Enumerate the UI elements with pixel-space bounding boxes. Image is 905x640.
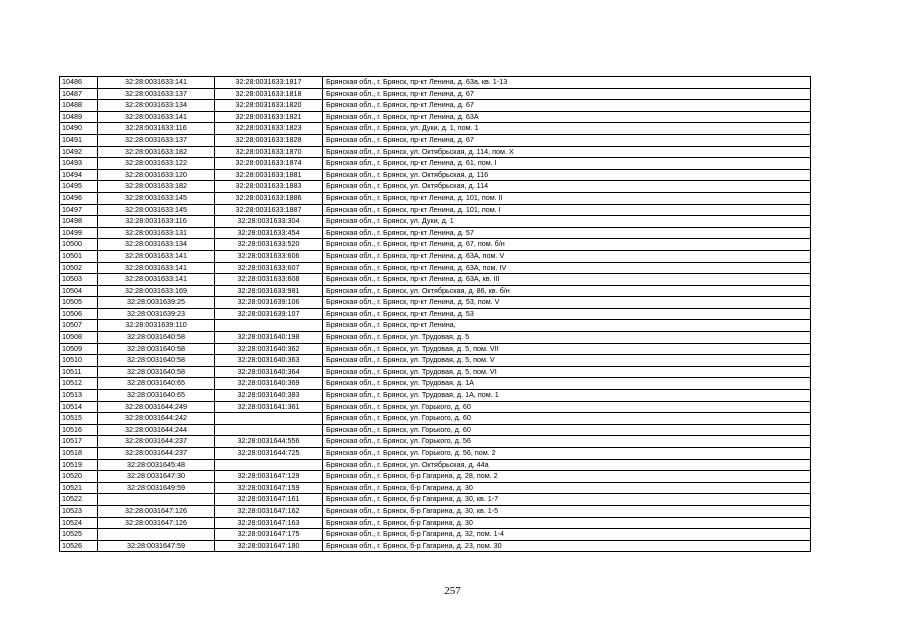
table-row: [60, 262, 811, 274]
address-cell: Брянская обл., г. Брянск, пр-кт Ленина, д. 53, пом. V: [323, 297, 811, 309]
address-cell: Брянская обл., г. Брянск, ул. Дуки, д. 1, пом. 1: [323, 123, 811, 135]
address-cell: Брянская обл., г. Брянск, ул. Октябрьская, д. 116: [323, 169, 811, 181]
address-cell: Брянская обл., г. Брянск, пр-кт Ленина, д. 67, пом. б/н: [323, 239, 811, 251]
table-row: [60, 308, 811, 320]
table-row: [60, 297, 811, 309]
parcel-cadastral-number-cell: 32:28:0031639:110: [98, 320, 215, 332]
parcel-cadastral-number-cell: 32:28:0031633:137: [98, 88, 215, 100]
building-cadastral-number-cell: 32:28:0031647:175: [215, 529, 323, 541]
row-number-cell: 10524: [60, 517, 98, 529]
parcel-cadastral-number-cell: 32:28:0031647:59: [98, 540, 215, 552]
row-number-cell: 10487: [60, 88, 98, 100]
registry-table: [59, 76, 811, 552]
address-cell: Брянская обл., г. Брянск, ул. Горького, д. 60: [323, 424, 811, 436]
parcel-cadastral-number-cell: 32:28:0031633:169: [98, 285, 215, 297]
parcel-cadastral-number-cell: 32:28:0031649:59: [98, 482, 215, 494]
row-number-cell: 10490: [60, 123, 98, 135]
building-cadastral-number-cell: 32:28:0031647:129: [215, 471, 323, 483]
table-row: [60, 459, 811, 471]
building-cadastral-number-cell: 32:28:0031633:1820: [215, 100, 323, 112]
parcel-cadastral-number-cell: 32:28:0031640:58: [98, 366, 215, 378]
parcel-cadastral-number-cell: 32:28:0031633:116: [98, 123, 215, 135]
address-cell: Брянская обл., г. Брянск, ул. Горького, д. 60: [323, 413, 811, 425]
address-cell: Брянская обл., г. Брянск, пр-кт Ленина, д. 67: [323, 134, 811, 146]
parcel-cadastral-number-cell: 32:28:0031647:126: [98, 517, 215, 529]
building-cadastral-number-cell: 32:28:0031633:981: [215, 285, 323, 297]
address-cell: Брянская обл., г. Брянск, ул. Октябрьская, д. 114: [323, 181, 811, 193]
building-cadastral-number-cell: [215, 459, 323, 471]
table-row: [60, 134, 811, 146]
row-number-cell: 10514: [60, 401, 98, 413]
address-cell: Брянская обл., г. Брянск, ул. Горького, д. 60: [323, 401, 811, 413]
parcel-cadastral-number-cell: 32:28:0031633:122: [98, 158, 215, 170]
building-cadastral-number-cell: 32:28:0031633:1828: [215, 134, 323, 146]
table-row: [60, 448, 811, 460]
table-row: [60, 471, 811, 483]
row-number-cell: 10489: [60, 111, 98, 123]
table-row: [60, 88, 811, 100]
table-row: [60, 100, 811, 112]
row-number-cell: 10513: [60, 390, 98, 402]
building-cadastral-number-cell: 32:28:0031640:363: [215, 355, 323, 367]
building-cadastral-number-cell: 32:28:0031647:163: [215, 517, 323, 529]
building-cadastral-number-cell: 32:28:0031633:607: [215, 262, 323, 274]
building-cadastral-number-cell: 32:28:0031639:107: [215, 308, 323, 320]
building-cadastral-number-cell: 32:28:0031633:304: [215, 216, 323, 228]
parcel-cadastral-number-cell: 32:28:0031647:30: [98, 471, 215, 483]
address-cell: Брянская обл., г. Брянск, ул. Горького, д. 56: [323, 436, 811, 448]
row-number-cell: 10498: [60, 216, 98, 228]
parcel-cadastral-number-cell: 32:28:0031645:48: [98, 459, 215, 471]
building-cadastral-number-cell: 32:28:0031640:383: [215, 390, 323, 402]
building-cadastral-number-cell: 32:28:0031647:161: [215, 494, 323, 506]
table-row: [60, 227, 811, 239]
table-row: [60, 77, 811, 89]
parcel-cadastral-number-cell: 32:28:0031633:182: [98, 181, 215, 193]
parcel-cadastral-number-cell: 32:28:0031640:65: [98, 390, 215, 402]
row-number-cell: 10500: [60, 239, 98, 251]
parcel-cadastral-number-cell: [98, 494, 215, 506]
building-cadastral-number-cell: 32:28:0031647:180: [215, 540, 323, 552]
address-cell: Брянская обл., г. Брянск, пр-кт Ленина, д. 63А: [323, 111, 811, 123]
row-number-cell: 10496: [60, 192, 98, 204]
parcel-cadastral-number-cell: 32:28:0031639:25: [98, 297, 215, 309]
row-number-cell: 10504: [60, 285, 98, 297]
parcel-cadastral-number-cell: 32:28:0031640:58: [98, 343, 215, 355]
parcel-cadastral-number-cell: 32:28:0031633:141: [98, 262, 215, 274]
table-row: [60, 204, 811, 216]
row-number-cell: 10517: [60, 436, 98, 448]
building-cadastral-number-cell: 32:28:0031633:1823: [215, 123, 323, 135]
address-cell: Брянская обл., г. Брянск, ул. Трудовая, д. 5, пом. VII: [323, 343, 811, 355]
address-cell: Брянская обл., г. Брянск, ул. Трудовая, д. 1А, пом. 1: [323, 390, 811, 402]
parcel-cadastral-number-cell: 32:28:0031633:182: [98, 146, 215, 158]
address-cell: Брянская обл., г. Брянск, пр-кт Ленина,: [323, 320, 811, 332]
parcel-cadastral-number-cell: 32:28:0031633:120: [98, 169, 215, 181]
address-cell: Брянская обл., г. Брянск, ул. Октябрьская, д. 114, пом. X: [323, 146, 811, 158]
parcel-cadastral-number-cell: 32:28:0031633:134: [98, 100, 215, 112]
parcel-cadastral-number-cell: 32:28:0031633:137: [98, 134, 215, 146]
table-row: [60, 250, 811, 262]
table-row: [60, 332, 811, 344]
parcel-cadastral-number-cell: 32:28:0031644:237: [98, 448, 215, 460]
parcel-cadastral-number-cell: 32:28:0031633:141: [98, 250, 215, 262]
address-cell: Брянская обл., г. Брянск, ул. Октябрьская, д. 86, кв. б/н: [323, 285, 811, 297]
building-cadastral-number-cell: 32:28:0031644:556: [215, 436, 323, 448]
building-cadastral-number-cell: 32:28:0031647:159: [215, 482, 323, 494]
table-row: [60, 436, 811, 448]
row-number-cell: 10519: [60, 459, 98, 471]
parcel-cadastral-number-cell: 32:28:0031644:244: [98, 424, 215, 436]
table-row: [60, 390, 811, 402]
table-row: [60, 111, 811, 123]
parcel-cadastral-number-cell: 32:28:0031647:126: [98, 505, 215, 517]
row-number-cell: 10523: [60, 505, 98, 517]
parcel-cadastral-number-cell: 32:28:0031644:249: [98, 401, 215, 413]
table-row: [60, 343, 811, 355]
building-cadastral-number-cell: 32:28:0031639:106: [215, 297, 323, 309]
address-cell: Брянская обл., г. Брянск, пр-кт Ленина, д. 101, пом. I: [323, 204, 811, 216]
table-row: [60, 146, 811, 158]
address-cell: Брянская обл., г. Брянск, б-р Гагарина, д. 28, пом. 2: [323, 471, 811, 483]
address-cell: Брянская обл., г. Брянск, ул. Трудовая, д. 1А: [323, 378, 811, 390]
address-cell: Брянская обл., г. Брянск, пр-кт Ленина, д. 61, пом. I: [323, 158, 811, 170]
building-cadastral-number-cell: 32:28:0031644:725: [215, 448, 323, 460]
address-cell: Брянская обл., г. Брянск, пр-кт Ленина, д. 53: [323, 308, 811, 320]
building-cadastral-number-cell: 32:28:0031633:1881: [215, 169, 323, 181]
row-number-cell: 10497: [60, 204, 98, 216]
row-number-cell: 10518: [60, 448, 98, 460]
table-row: [60, 378, 811, 390]
parcel-cadastral-number-cell: 32:28:0031633:141: [98, 274, 215, 286]
row-number-cell: 10505: [60, 297, 98, 309]
table-row: [60, 123, 811, 135]
address-cell: Брянская обл., г. Брянск, б-р Гагарина, д. 30: [323, 517, 811, 529]
parcel-cadastral-number-cell: 32:28:0031633:131: [98, 227, 215, 239]
row-number-cell: 10520: [60, 471, 98, 483]
row-number-cell: 10494: [60, 169, 98, 181]
row-number-cell: 10488: [60, 100, 98, 112]
row-number-cell: 10516: [60, 424, 98, 436]
row-number-cell: 10511: [60, 366, 98, 378]
table-row: [60, 239, 811, 251]
table-row: [60, 355, 811, 367]
row-number-cell: 10492: [60, 146, 98, 158]
building-cadastral-number-cell: 32:28:0031633:520: [215, 239, 323, 251]
row-number-cell: 10501: [60, 250, 98, 262]
row-number-cell: 10493: [60, 158, 98, 170]
building-cadastral-number-cell: 32:28:0031640:369: [215, 378, 323, 390]
building-cadastral-number-cell: 32:28:0031633:1883: [215, 181, 323, 193]
parcel-cadastral-number-cell: 32:28:0031640:58: [98, 332, 215, 344]
parcel-cadastral-number-cell: 32:28:0031633:145: [98, 192, 215, 204]
building-cadastral-number-cell: 32:28:0031633:1886: [215, 192, 323, 204]
row-number-cell: 10522: [60, 494, 98, 506]
row-number-cell: 10515: [60, 413, 98, 425]
address-cell: Брянская обл., г. Брянск, ул. Октябрьская, д. 44а: [323, 459, 811, 471]
address-cell: Брянская обл., г. Брянск, ул. Дуки, д. 1: [323, 216, 811, 228]
parcel-cadastral-number-cell: 32:28:0031633:134: [98, 239, 215, 251]
table-row: [60, 424, 811, 436]
table-row: [60, 529, 811, 541]
building-cadastral-number-cell: 32:28:0031640:198: [215, 332, 323, 344]
address-cell: Брянская обл., г. Брянск, ул. Трудовая, д. 5: [323, 332, 811, 344]
address-cell: Брянская обл., г. Брянск, пр-кт Ленина, д. 67: [323, 100, 811, 112]
parcel-cadastral-number-cell: 32:28:0031633:116: [98, 216, 215, 228]
table-row: [60, 216, 811, 228]
row-number-cell: 10525: [60, 529, 98, 541]
building-cadastral-number-cell: 32:28:0031640:362: [215, 343, 323, 355]
address-cell: Брянская обл., г. Брянск, пр-кт Ленина, д. 63А, кв. III: [323, 274, 811, 286]
table-row: [60, 274, 811, 286]
row-number-cell: 10512: [60, 378, 98, 390]
building-cadastral-number-cell: 32:28:0031633:1818: [215, 88, 323, 100]
row-number-cell: 10509: [60, 343, 98, 355]
building-cadastral-number-cell: 32:28:0031633:606: [215, 250, 323, 262]
row-number-cell: 10499: [60, 227, 98, 239]
building-cadastral-number-cell: [215, 424, 323, 436]
address-cell: Брянская обл., г. Брянск, пр-кт Ленина, д. 63а, кв. 1-13: [323, 77, 811, 89]
address-cell: Брянская обл., г. Брянск, пр-кт Ленина, д. 57: [323, 227, 811, 239]
building-cadastral-number-cell: 32:28:0031647:162: [215, 505, 323, 517]
row-number-cell: 10503: [60, 274, 98, 286]
building-cadastral-number-cell: 32:28:0031633:1874: [215, 158, 323, 170]
table-row: [60, 366, 811, 378]
address-cell: Брянская обл., г. Брянск, б-р Гагарина, д. 32, пом. 1-4: [323, 529, 811, 541]
address-cell: Брянская обл., г. Брянск, ул. Трудовая, д. 5, пом. VI: [323, 366, 811, 378]
building-cadastral-number-cell: 32:28:0031641:361: [215, 401, 323, 413]
parcel-cadastral-number-cell: 32:28:0031640:58: [98, 355, 215, 367]
parcel-cadastral-number-cell: 32:28:0031633:141: [98, 77, 215, 89]
parcel-cadastral-number-cell: 32:28:0031640:65: [98, 378, 215, 390]
address-cell: Брянская обл., г. Брянск, ул. Горького, д. 56, пом. 2: [323, 448, 811, 460]
row-number-cell: 10495: [60, 181, 98, 193]
table-row: [60, 320, 811, 332]
row-number-cell: 10502: [60, 262, 98, 274]
table-row: [60, 181, 811, 193]
table-row: [60, 285, 811, 297]
address-cell: Брянская обл., г. Брянск, пр-кт Ленина, д. 63А, пом. V: [323, 250, 811, 262]
table-row: [60, 192, 811, 204]
address-cell: Брянская обл., г. Брянск, б-р Гагарина, д. 30, кв. 1-5: [323, 505, 811, 517]
building-cadastral-number-cell: 32:28:0031633:1821: [215, 111, 323, 123]
parcel-cadastral-number-cell: 32:28:0031644:242: [98, 413, 215, 425]
row-number-cell: 10506: [60, 308, 98, 320]
building-cadastral-number-cell: 32:28:0031633:1870: [215, 146, 323, 158]
row-number-cell: 10526: [60, 540, 98, 552]
building-cadastral-number-cell: 32:28:0031633:1817: [215, 77, 323, 89]
address-cell: Брянская обл., г. Брянск, пр-кт Ленина, д. 101, пом. II: [323, 192, 811, 204]
table-row: [60, 401, 811, 413]
address-cell: Брянская обл., г. Брянск, пр-кт Ленина, д. 67: [323, 88, 811, 100]
table-row: [60, 482, 811, 494]
row-number-cell: 10486: [60, 77, 98, 89]
page-number: 257: [444, 585, 461, 597]
building-cadastral-number-cell: 32:28:0031640:364: [215, 366, 323, 378]
table-row: [60, 540, 811, 552]
parcel-cadastral-number-cell: 32:28:0031633:145: [98, 204, 215, 216]
building-cadastral-number-cell: [215, 413, 323, 425]
address-cell: Брянская обл., г. Брянск, б-р Гагарина, д. 23, пом. 30: [323, 540, 811, 552]
table-row: [60, 494, 811, 506]
parcel-cadastral-number-cell: 32:28:0031644:237: [98, 436, 215, 448]
address-cell: Брянская обл., г. Брянск, б-р Гагарина, д. 30: [323, 482, 811, 494]
table-row: [60, 505, 811, 517]
row-number-cell: 10508: [60, 332, 98, 344]
address-cell: Брянская обл., г. Брянск, б-р Гагарина, д. 30, кв. 1-7: [323, 494, 811, 506]
parcel-cadastral-number-cell: [98, 529, 215, 541]
address-cell: Брянская обл., г. Брянск, ул. Трудовая, д. 5, пом. V: [323, 355, 811, 367]
row-number-cell: 10510: [60, 355, 98, 367]
parcel-cadastral-number-cell: 32:28:0031633:141: [98, 111, 215, 123]
row-number-cell: 10521: [60, 482, 98, 494]
parcel-cadastral-number-cell: 32:28:0031639:23: [98, 308, 215, 320]
address-cell: Брянская обл., г. Брянск, пр-кт Ленина, д. 63А, пом. IV: [323, 262, 811, 274]
row-number-cell: 10507: [60, 320, 98, 332]
building-cadastral-number-cell: [215, 320, 323, 332]
row-number-cell: 10491: [60, 134, 98, 146]
building-cadastral-number-cell: 32:28:0031633:608: [215, 274, 323, 286]
table-row: [60, 517, 811, 529]
registry-table-body: [60, 77, 811, 552]
table-row: [60, 413, 811, 425]
building-cadastral-number-cell: 32:28:0031633:1887: [215, 204, 323, 216]
building-cadastral-number-cell: 32:28:0031633:454: [215, 227, 323, 239]
table-row: [60, 169, 811, 181]
table-row: [60, 158, 811, 170]
